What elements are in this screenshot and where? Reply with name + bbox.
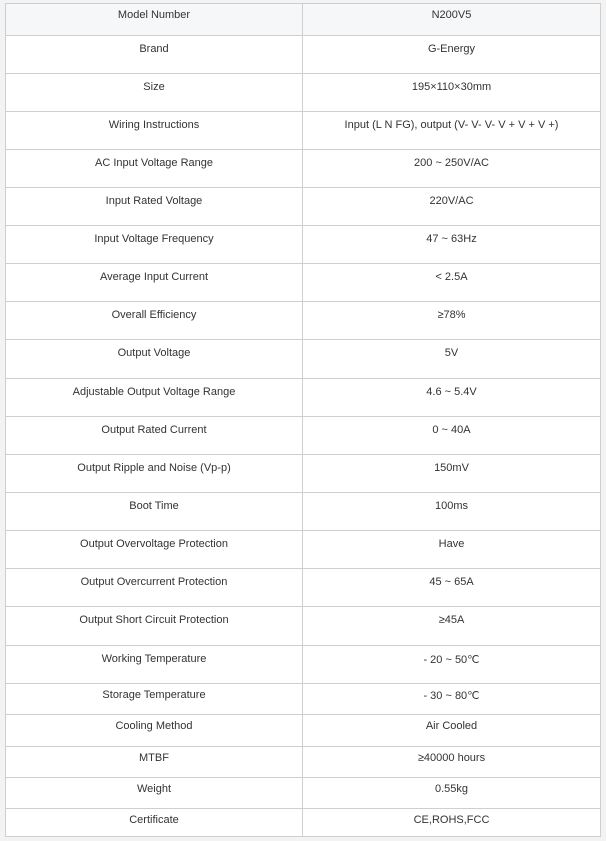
- table-row: [6, 715, 601, 747]
- spec-label: Output Overcurrent Protection: [6, 569, 303, 607]
- spec-label: Adjustable Output Voltage Range: [6, 379, 303, 417]
- spec-value: - 20 ~ 50℃: [303, 646, 601, 684]
- spec-label: Working Temperature: [6, 646, 303, 684]
- table-row: [6, 226, 601, 264]
- spec-label: Input Voltage Frequency: [6, 226, 303, 264]
- spec-value: 195×110×30mm: [303, 74, 601, 112]
- spec-label: Output Overvoltage Protection: [6, 531, 303, 569]
- spec-value: 100ms: [303, 493, 601, 531]
- table-row: [6, 809, 601, 837]
- spec-value: 150mV: [303, 455, 601, 493]
- spec-value: CE,ROHS,FCC: [303, 809, 601, 837]
- table-row: [6, 188, 601, 226]
- table-row: [6, 74, 601, 112]
- table-row: [6, 264, 601, 302]
- spec-value: 45 ~ 65A: [303, 569, 601, 607]
- spec-value: Have: [303, 531, 601, 569]
- table-row: [6, 531, 601, 569]
- spec-value: ≥40000 hours: [303, 747, 601, 778]
- spec-label: Output Voltage: [6, 340, 303, 379]
- table-row: [6, 747, 601, 778]
- table-row: [6, 778, 601, 809]
- spec-value: ≥78%: [303, 302, 601, 340]
- spec-label: Cooling Method: [6, 715, 303, 747]
- spec-table-container: [5, 3, 601, 837]
- table-row: [6, 684, 601, 715]
- table-row: [6, 646, 601, 684]
- spec-label: Output Rated Current: [6, 417, 303, 455]
- table-row: [6, 417, 601, 455]
- spec-label: Average Input Current: [6, 264, 303, 302]
- spec-label: Model Number: [6, 4, 303, 36]
- table-row: [6, 340, 601, 379]
- spec-table: [5, 3, 601, 837]
- spec-label: Overall Efficiency: [6, 302, 303, 340]
- table-row: [6, 607, 601, 646]
- spec-value: 4.6 ~ 5.4V: [303, 379, 601, 417]
- spec-value: 0 ~ 40A: [303, 417, 601, 455]
- spec-label: Brand: [6, 36, 303, 74]
- spec-value: N200V5: [303, 4, 601, 36]
- table-row: [6, 112, 601, 150]
- spec-label: Output Ripple and Noise (Vp-p): [6, 455, 303, 493]
- table-row: [6, 493, 601, 531]
- spec-value: ≥45A: [303, 607, 601, 646]
- table-row: [6, 455, 601, 493]
- table-row: [6, 150, 601, 188]
- spec-value: G-Energy: [303, 36, 601, 74]
- spec-label: Certificate: [6, 809, 303, 837]
- table-row: [6, 569, 601, 607]
- spec-value: 5V: [303, 340, 601, 379]
- spec-value: Air Cooled: [303, 715, 601, 747]
- spec-label: Weight: [6, 778, 303, 809]
- spec-label: Wiring Instructions: [6, 112, 303, 150]
- spec-label: Input Rated Voltage: [6, 188, 303, 226]
- spec-label: Boot Time: [6, 493, 303, 531]
- spec-label: Storage Temperature: [6, 684, 303, 715]
- table-row: [6, 302, 601, 340]
- spec-value: 47 ~ 63Hz: [303, 226, 601, 264]
- spec-value: - 30 ~ 80℃: [303, 684, 601, 715]
- spec-value: 200 ~ 250V/AC: [303, 150, 601, 188]
- spec-label: MTBF: [6, 747, 303, 778]
- spec-value: < 2.5A: [303, 264, 601, 302]
- spec-value: 220V/AC: [303, 188, 601, 226]
- spec-label: AC Input Voltage Range: [6, 150, 303, 188]
- spec-label: Size: [6, 74, 303, 112]
- spec-value: Input (L N FG), output (V- V- V- V + V + V +): [303, 112, 601, 150]
- spec-label: Output Short Circuit Protection: [6, 607, 303, 646]
- spec-value: 0.55kg: [303, 778, 601, 809]
- table-row: [6, 36, 601, 74]
- table-row: [6, 379, 601, 417]
- table-row: [6, 4, 601, 36]
